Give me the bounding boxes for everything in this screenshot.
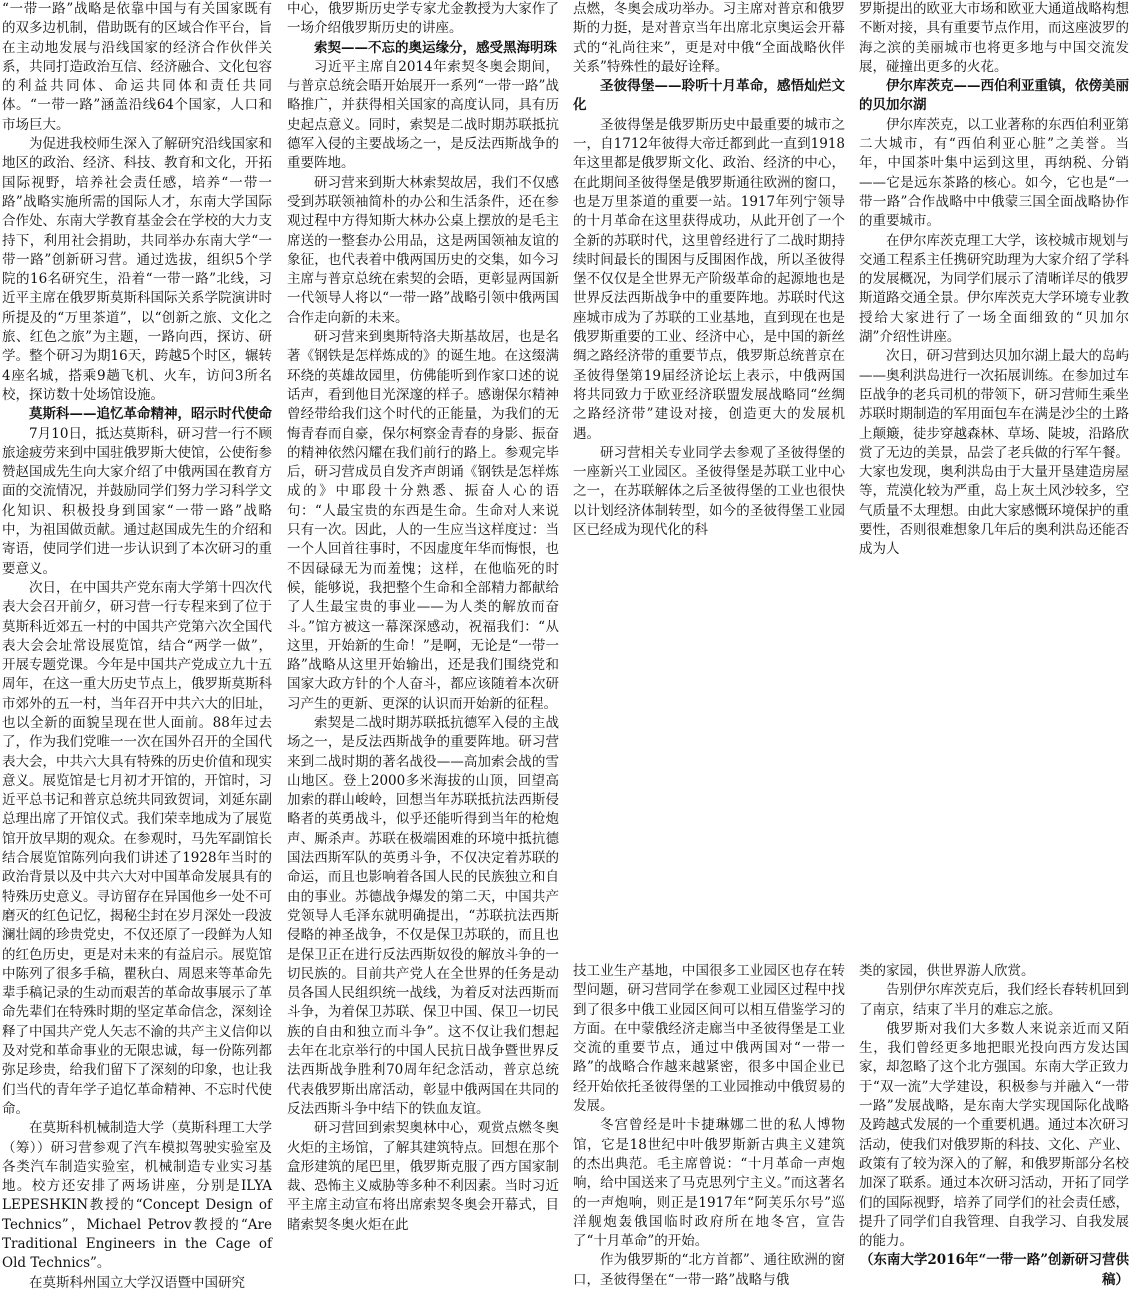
paragraph: 伊尔库茨克，以工业著称的东西伯利亚第二大城市，有“西伯利亚心脏”之美誉。当年，中国茶叶集中运到这里，再纳税、分销——它是远东茶路的核心。如今，它也是“一带一路”合作战略中中俄蒙三国全面战略协作的重要城市。 <box>859 116 1129 230</box>
paragraph: 点燃，冬奥会成功举办。习主席对普京和俄罗斯的力挺，是对普京当年出席北京奥运会开幕式的“礼尚往来”，更是对中俄“全面战略伙伴关系”特殊性的最好诠释。 <box>573 1 845 75</box>
section-heading: 莫斯科——追忆革命精神，昭示时代使命 <box>29 406 272 423</box>
column-4 <box>859 0 1129 558</box>
paragraph: 在莫斯科机械制造大学（莫斯科理工大学（筹））研习营参观了汽车模拟驾驶实验室及各类汽车制造实验室，机械制造专业实习基地。校方还安排了两场讲座，分别是ILYA LEPESHKIN教授的“Concept Design of Technics”，Michael Petrov教授的“Are Traditional Engineers in the Cage of Old Technics”。 <box>2 1120 272 1272</box>
section-heading: 伊尔库茨克——西伯利亚重镇，依傍美丽的贝加尔湖 <box>859 78 1129 114</box>
paragraph: 类的家园，供世界游人欣赏。 <box>859 963 1035 979</box>
paragraph: 研习营来到奥斯特洛夫斯基故居，也是名著《钢铁是怎样炼成的》的诞生地。在这缀满环绕的英雄故园里，仿佛能听到作家口述的说话声，看到他目光深邃的样子。感谢保尔精神曾经带给我们这个时代的正能量，为我们的无悔青春而自豪，保尔柯察金青春的身影、振奋的精神依然闪耀在我们前行的路上。参观完毕后，研习营成员自发齐声朗诵《钢铁是怎样炼成的》中耶段十分熟悉、振奋人心的语句：“人最宝贵的东西是生命。生命对人来说只有一次。因此，人的一生应当这样度过：当一个人回首往事时，不因虚度年华而悔恨，也不因碌碌无为而羞愧；这样，在他临死的时候，能够说，我把整个生命和全部精力都献给了人生最宝贵的事业——为人类的解放而奋斗。”馆方被这一幕深深感动，祝福我们：“从这里，开始新的生命！”是啊，无论是“一带一路”战略从这里开始输出，还是我们围绕党和国家大政方针的个人奋斗，都应该随着本次研习产生的更新、更深的认识而开始新的征程。 <box>287 329 559 712</box>
paragraph: 次日，研习营到达贝加尔湖上最大的岛屿——奥利洪岛进行一次拓展训练。在参加过车臣战争的老兵司机的带领下，研习营师生乘坐苏联时期制造的军用面包车在满是沙尘的土路上颠簸，徒步穿越森林、草场、陡坡，沿路欣赏了无边的美景，品尝了老兵做的行军午餐。大家也发现，奥利洪岛由于大量开垦建造房屋等，荒漠化较为严重，岛上灰土风沙较多，空气质量不太理想。由此大家感慨环境保护的重要性，否则很难想象几年后的奥利洪岛还能否成为人 <box>859 348 1129 558</box>
paragraph: 俄罗斯对我们大多数人来说亲近而又陌生，我们曾经更多地把眼光投向西方发达国家，却忽略了这个北方强国。东南大学正致力于“双一流”大学建设，积极参与并融入“一带一路”发展战略，是东南大学实现国际化战略及跨越式发展的一个重要机遇。通过本次研习活动，使我们对俄罗斯的科技、文化、产业、政策有了较为深入的了解，和俄罗斯部分名校加深了联系。通过本次研习活动，开拓了同学们的国际视野，培养了同学们的社会责任感，提升了同学们自我管理、自我学习、自我发展的能力。 <box>859 1020 1129 1250</box>
paragraph: 次日，在中国共产党东南大学第十四次代表大会召开前夕，研习营一行专程来到了位于莫斯科近郊五一村的中国共产党第六次全国代表大会会址常设展览馆，结合“两学一做”，开展专题党课。今年是中国共产党成立九十五周年，在这一重大历史节点上，俄罗斯莫斯科市郊外的五一村，当年召开中共六大的旧址，也以全新的面貌呈现在世人面前。88年过去了，作为我们党唯一一次在国外召开的全国代表大会，中共六大具有特殊的历史价值和现实意义。展览馆是七月初才开馆的，开馆时，习近平总书记和普京总统共同致贺词，刘延东副总理出席了开馆仪式。我们荣幸地成为了展览馆开放早期的观众。在参观时，马先军副馆长结合展览馆陈列向我们讲述了1928年当时的政治背景以及中共六大对中国革命发展具有的特殊历史意义。寻访留存在异国他乡一处不可磨灭的红色记忆，揭秘尘封在岁月深处一段波澜壮阔的珍贵党史，不仅还原了一段鲜为人知的红色历史，更是对未来的有益启示。展览馆中陈列了很多手稿，瞿秋白、周恩来等革命先辈手稿记录的生动而艰苦的革命故事展示了革命先辈们在特殊时期的坚定革命信念，深刻诠释了中国共产党人矢志不渝的共产主义信仰以及对党和革命事业的无限忠诚，每一份陈列都弥足珍贵，给我们留下了深刻的印象，也让我们当代的青年学子追忆革命精神、不忘时代使命。 <box>2 579 272 1117</box>
paragraph: 研习营来到斯大林索契故居，我们不仅感受到苏联领袖简朴的办公和生活条件，还在参观过程中方得知斯大林办公桌上摆放的是毛主席送的一整套办公用品，这是两国领袖友谊的象征，也代表着中俄两国历史的交集，如今习主席与普京总统在索契的会晤，更彰显两国新一代领导人将以“一带一路”战略引领中俄两国合作走向新的未来。 <box>287 174 559 326</box>
paragraph: 作为俄罗斯的“北方首都”、通往欧洲的窗口，圣彼得堡在“一带一路”战略与俄 <box>573 1252 845 1288</box>
paragraph: “一带一路”战略是依靠中国与有关国家既有的双多边机制，借助既有的区域合作平台，旨在主动地发展与沿线国家的经济合作伙伴关系，共同打造政治互信、经济融合、文化包容的利益共同体、命运共同体和责任共同体。“一带一路”涵盖沿线64个国家，人口和市场巨大。 <box>2 1 272 133</box>
paragraph: 研习营回到索契奥林中心，观赏点燃冬奥火炬的主场馆，了解其建筑特点。回想在那个盒形建筑的尾巴里，俄罗斯克服了西方国家制裁、恐怖主义威胁等多种不利因素。当时习近平主席主动宣布将出席索契冬奥会开幕式，目睹索契冬奥火炬在此 <box>287 1120 559 1233</box>
paragraph: 在莫斯科州国立大学汉语暨中国研究 <box>29 1274 245 1291</box>
paragraph: 索契是二战时期苏联抵抗德军入侵的主战场之一，是反法西斯战争的重要阵地。研习营来到二战时期的著名战役——高加索会战的雪山地区。登上2000多米海拔的山顶，回望高加索的群山峻岭，回想当年苏联抵抗法西斯侵略者的英勇战斗，似乎还能听得到当年的枪炮声、厮杀声。苏联在极端困难的环境中抵抗德国法西斯军队的英勇斗争，不仅决定着苏联的命运，而且也影响着各国人民的民族独立和自由的事业。苏德战争爆发的第二天，中国共产党领导人毛泽东就明确提出，“苏联抗法西斯侵略的神圣战争，不仅是保卫苏联的，而且也是保卫正在进行反法西斯奴役的解放斗争的一切民族的。目前共产党人在全世界的任务是动员各国人民组织统一战线，为着反对法西斯而斗争，为着保卫苏联、保卫中国、保卫一切民族的自由和独立而斗争”。这不仅让我们想起去年在北京举行的中国人民抗日战争暨世界反法西斯战争胜利70周年纪念活动，普京总统代表俄罗斯出席活动，彰显中俄两国在共同的反法西斯斗争中结下的铁血友谊。 <box>287 714 559 1117</box>
column-4-continued <box>859 962 1129 1288</box>
column-1 <box>2 0 272 1291</box>
paragraph: 中心，俄罗斯历史学专家尤金教授为大家作了一场介绍俄罗斯历史的讲座。 <box>287 1 559 37</box>
column-3-continued <box>573 962 845 1288</box>
section-heading: 圣彼得堡——聆听十月革命，感悟灿烂文化 <box>573 78 845 114</box>
column-3 <box>573 0 845 540</box>
byline: （东南大学2016年“一带一路”创新研习营供稿） <box>859 1252 1129 1288</box>
section-heading: 索契——不忘的奥运缘分，感受黑海明珠 <box>314 39 557 56</box>
paragraph: 告别伊尔库茨克后，我们经长春转机回到了南京，结束了半月的难忘之旅。 <box>859 982 1129 1018</box>
paragraph: 技工业生产基地，中国很多工业园区也存在转型问题，研习营同学在参观工业园区过程中找到了很多中俄工业园区间可以相互借鉴学习的方面。在中蒙俄经济走廊当中圣彼得堡是工业交流的重要节点，通过中俄两国对“一带一路”的战略合作越来越紧密，很多中国企业已经开始依托圣彼得堡的工业园推动中俄贸易的发展。 <box>573 963 845 1115</box>
paragraph: 为促进我校师生深入了解研究沿线国家和地区的政治、经济、科技、教育和文化，开拓国际视野，培养社会责任感，培养“一带一路”战略实施所需的国际人才，东南大学国际合作处、东南大学教育基金会在学校的大力支持下，利用社会捐助，共同举办东南大学“一带一路”创新研习营。通过选拔，组织5个学院的16名研究生，沿着“一带一路”北线，习近平主席在俄罗斯莫斯科国际关系学院演讲时所提及的“万里茶道”，以“创新之旅、文化之旅、红色之旅”为主题，一路向西，探访、研学。整个研习为期16天，跨越5个时区，辗转4座名城，搭乘9趟飞机、火车，访问3所名校，探访数十处场馆设施。 <box>2 136 272 403</box>
column-2 <box>287 0 559 1284</box>
paragraph: 圣彼得堡是俄罗斯历史中最重要的城市之一，自1712年彼得大帝迁都到此一直到1918年这里都是俄罗斯文化、政治、经济的中心，在此期间圣彼得堡是俄罗斯通往欧洲的窗口，也是万里茶道的重要一站。1917年列宁领导的十月革命在这里获得成功，从此开创了一个全新的苏联时代，这里曾经进行了二战时期持续时间最长的围困与反围困作战，所以圣彼得堡不仅仅是全世界无产阶级革命的起源地也是世界反法西斯战争中的重要阵地。苏联时代这座城市成为了苏联的工业基地，直到现在也是俄罗斯重要的工业、经济中心，是中国的新丝绸之路经济带的重要节点，俄罗斯总统普京在圣彼得堡第19届经济论坛上表示，中俄两国将共同致力于欧亚经济联盟发展战略同“丝绸之路经济带”建设对接，创造更大的发展机遇。 <box>573 116 845 442</box>
paragraph: 冬宫曾经是叶卡捷琳娜二世的私人博物馆，它是18世纪中叶俄罗斯新古典主义建筑的杰出典范。毛主席曾说：“十月革命一声炮响，给中国送来了马克思列宁主义。”而这著名的一声炮响，则正是1917年“阿芙乐尔号”巡洋舰炮轰俄国临时政府所在地冬宫，宣告了“十月革命”的开始。 <box>573 1117 845 1250</box>
paragraph: 在伊尔库茨克理工大学，该校城市规划与交通工程系主任携研究助理为大家介绍了学科的发展概况，为同学们展示了清晰详尽的俄罗斯道路交通全景。伊尔库茨克大学环境专业教授给大家进行了一场全面细致的“贝加尔湖”介绍性讲座。 <box>859 232 1129 346</box>
paragraph: 研习营相关专业同学去参观了圣彼得堡的一座新兴工业园区。圣彼得堡是苏联工业中心之一，在苏联解体之后圣彼得堡的工业也很快以计划经济体制转型，如今的圣彼得堡工业园区已经成为现代化的科 <box>573 444 845 539</box>
paragraph: 7月10日，抵达莫斯科，研习营一行不顾旅途疲劳来到中国驻俄罗斯大使馆，公使衔参赞赵国成先生向大家介绍了中俄两国在教育方面的交流情况，并鼓励同学们努力学习科学文化知识、积极投身到国家“一带一路”战略中，为祖国做贡献。通过赵国成先生的介绍和寄语，使同学们进一步认识到了本次研习的重要意义。 <box>2 425 272 577</box>
paragraph: 罗斯提出的欧亚大市场和欧亚大通道战略构想不断对接，具有重要节点作用，而这座波罗的海之滨的美丽城市也将更多地与中国交流发展，碰撞出更多的火花。 <box>859 1 1129 75</box>
paragraph: 习近平主席自2014年索契冬奥会期间，与普京总统会晤开始展开一系列“一带一路”战略推广，并获得相关国家的高度认同，具有历史起点意义。同时，索契是二战时期苏联抵抗德军入侵的主要战场之一，是反法西斯战争的重要阵地。 <box>287 58 559 172</box>
